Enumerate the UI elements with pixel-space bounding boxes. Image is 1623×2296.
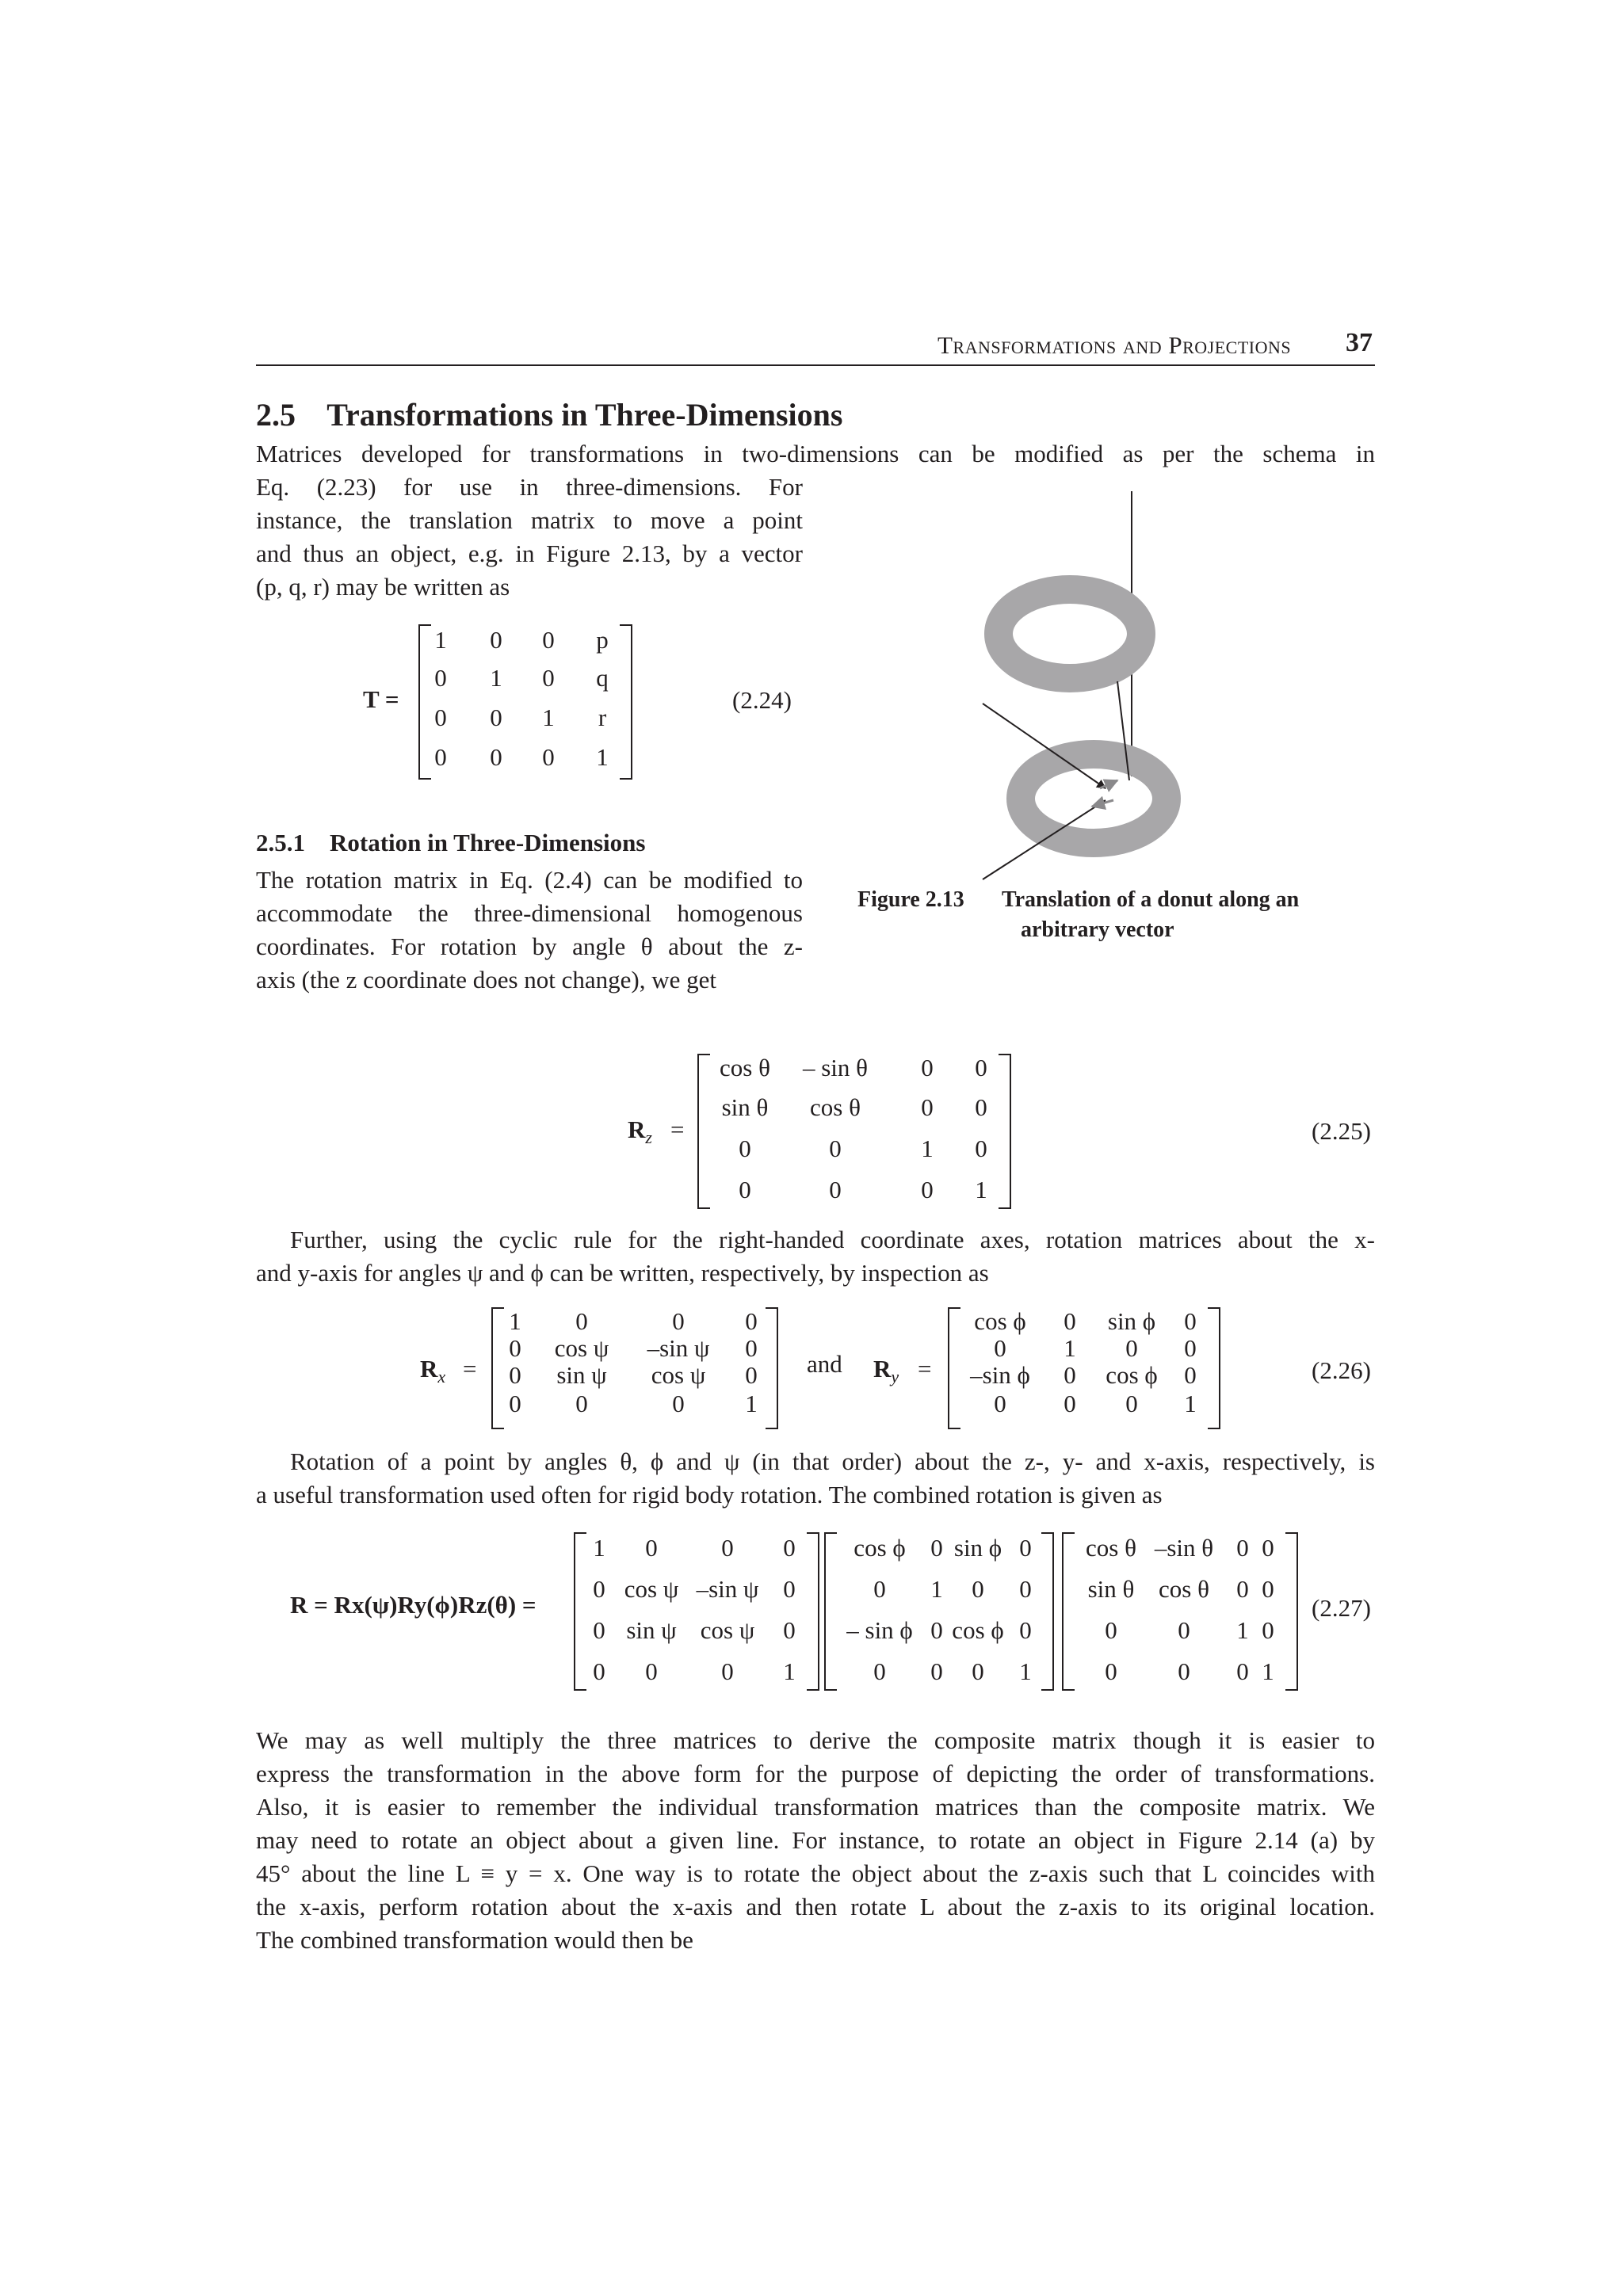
intro-line-5: (p, q, r) may be written as (256, 573, 510, 601)
eq227-m1-cell-r4c1: 0 (593, 1657, 605, 1685)
eq227-m3-cell-r1c4: 0 (1262, 1534, 1274, 1562)
eq225-cell-r1c1: cos θ (720, 1054, 770, 1081)
eq227-m2-cell-r2c1: 0 (873, 1575, 886, 1603)
eq225-cell-r2c1: sin θ (721, 1093, 769, 1121)
eq226-ry-cell-r2c1: 0 (994, 1334, 1006, 1362)
eq225-cell-r1c4: 0 (975, 1054, 987, 1081)
eq225-cell-r3c1: 0 (739, 1135, 751, 1162)
eq226-ry-cell-r1c3: sin ϕ (1107, 1307, 1156, 1335)
eq224-cell-r3c1: 0 (434, 704, 447, 731)
eq226-ry-cell-r3c3: cos ϕ (1106, 1361, 1158, 1389)
eq227-m1-cell-r3c1: 0 (593, 1616, 605, 1644)
eq227-m2-cell-r3c2: 0 (930, 1616, 943, 1644)
eq226-rx-label: $R_x$ (420, 1355, 446, 1387)
eq224-cell-r2c1: 0 (434, 664, 447, 692)
eq226-rx-equals: = (463, 1355, 477, 1383)
eq227-m2-cell-r3c1: – sin ϕ (846, 1616, 913, 1644)
eq225-cell-r3c2: 0 (829, 1135, 842, 1162)
eq227-m2-cell-r3c3: cos ϕ (952, 1616, 1004, 1644)
eq227-m3-cell-r3c4: 0 (1262, 1616, 1274, 1644)
rotation-line-2: accommodate the three-dimensional homogenous (256, 899, 803, 927)
eq224-cell-r2c4: q (596, 664, 609, 692)
eq225-number: (2.25) (1312, 1117, 1371, 1145)
eq225-cell-r2c2: cos θ (810, 1093, 861, 1121)
closing-line-3: Also, it is easier to remember the individual transformation matrices than the composite matrix. We (256, 1793, 1375, 1821)
eq227-m3-cell-r3c3: 1 (1236, 1616, 1249, 1644)
eq227-m3-cell-r3c1: 0 (1105, 1616, 1117, 1644)
eq224-label: T = (363, 685, 399, 713)
eq226-rx-cell-r4c2: 0 (575, 1390, 588, 1417)
eq227-m3-cell-r4c3: 0 (1236, 1657, 1249, 1685)
eq225-cell-r4c2: 0 (829, 1176, 842, 1203)
running-header: Transformations and Projections (938, 331, 1292, 359)
eq226-ry-cell-r2c2: 1 (1064, 1334, 1076, 1362)
eq227-m2-cell-r3c4: 0 (1019, 1616, 1032, 1644)
eq225-cell-r1c2: – sin θ (802, 1054, 869, 1081)
eq226-rx-cell-r1c4: 0 (745, 1307, 758, 1335)
eq227-m2-cell-r1c3: sin ϕ (953, 1534, 1002, 1562)
closing-line-2: express the transformation in the above form for the purpose of depicting the order of transformations. (256, 1760, 1375, 1787)
eq226-rx-cell-r2c1: 0 (509, 1334, 521, 1362)
eq227-m2-cell-r2c4: 0 (1019, 1575, 1032, 1603)
intro-line-2: Eq. (2.23) for use in three-dimensions. For (256, 473, 803, 501)
eq227-m3-cell-r2c4: 0 (1262, 1575, 1274, 1603)
eq227-m3-cell-r1c1: cos θ (1086, 1534, 1136, 1562)
eq226-rx-right-bracket (766, 1307, 778, 1429)
eq226-ry-cell-r3c1: –sin ϕ (970, 1361, 1030, 1389)
eq224-cell-r4c1: 0 (434, 743, 447, 771)
eq227-m3-cell-r4c1: 0 (1105, 1657, 1117, 1685)
cyclic-line-1: Further, using the cyclic rule for the right-handed coordinate axes, rotation matrices about the x- (290, 1226, 1375, 1253)
page-number: 37 (1346, 328, 1373, 357)
eq225-cell-r1c3: 0 (921, 1054, 934, 1081)
eq227-m1-cell-r1c2: 0 (645, 1534, 658, 1562)
eq227-m3-cell-r3c2: 0 (1178, 1616, 1190, 1644)
eq227-m1-cell-r4c3: 0 (721, 1657, 734, 1685)
eq226-rx-cell-r4c3: 0 (672, 1390, 685, 1417)
eq224-cell-r3c2: 0 (490, 704, 502, 731)
order-line-1: Rotation of a point by angles θ, ϕ and ψ (in that order) about the z-, y- and x-axis, respectively, is (290, 1447, 1375, 1475)
eq227-m3-cell-r2c1: sin θ (1087, 1575, 1135, 1603)
donut-bottom (1021, 754, 1167, 843)
eq227-m3-cell-r1c2: –sin θ (1154, 1534, 1214, 1562)
eq227-m1-cell-r4c2: 0 (645, 1657, 658, 1685)
section-heading: 2.5 Transformations in Three-Dimensions (256, 397, 843, 433)
eq227-m1-cell-r2c4: 0 (783, 1575, 796, 1603)
header-rule (256, 364, 1375, 366)
eq227-m3-cell-r2c2: cos θ (1159, 1575, 1209, 1603)
eq224-cell-r1c4: p (596, 626, 609, 654)
eq225-right-bracket (999, 1054, 1011, 1209)
eq224-left-bracket (418, 624, 431, 780)
eq227-m3-right-bracket (1285, 1532, 1298, 1691)
eq225-cell-r2c3: 0 (921, 1093, 934, 1121)
eq226-rx-cell-r1c1: 1 (509, 1307, 521, 1335)
eq227-m1-cell-r1c1: 1 (593, 1534, 605, 1562)
eq224-cell-r3c4: r (598, 704, 607, 731)
closing-line-1: We may as well multiply the three matrices to derive the composite matrix though it is easier to (256, 1726, 1375, 1754)
closing-line-7: The combined transformation would then be (256, 1926, 693, 1954)
eq226-ry-cell-r3c2: 0 (1064, 1361, 1076, 1389)
eq226-rx-cell-r4c4: 1 (745, 1390, 758, 1417)
rotation-line-4: axis (the z coordinate does not change), we get (256, 966, 717, 994)
eq227-m1-left-bracket (574, 1532, 586, 1691)
eq226-rx-left-bracket (491, 1307, 504, 1429)
closing-line-5: 45° about the line L ≡ y = x. One way is to rotate the object about the z-axis such that L coincides with (256, 1859, 1375, 1887)
closing-line-4: may need to rotate an object about a given line. For instance, to rotate an object in Figure 2.14 (a) by (256, 1826, 1375, 1854)
eq226-rx-cell-r2c2: cos ψ (554, 1334, 609, 1362)
eq227-m2-cell-r2c2: 1 (930, 1575, 943, 1603)
eq226-ry-cell-r2c4: 0 (1184, 1334, 1197, 1362)
eq226-ry-cell-r1c4: 0 (1184, 1307, 1197, 1335)
eq227-m1-cell-r2c3: –sin ψ (696, 1575, 759, 1603)
eq226-ry-cell-r4c1: 0 (994, 1390, 1006, 1417)
eq227-m1-cell-r2c2: cos ψ (624, 1575, 679, 1603)
eq227-m2-cell-r4c4: 1 (1019, 1657, 1032, 1685)
eq226-and: and (807, 1350, 842, 1378)
rotation-line-3: coordinates. For rotation by angle θ about the z- (256, 933, 803, 960)
eq225-equals: = (670, 1116, 685, 1143)
eq227-m2-cell-r1c1: cos ϕ (854, 1534, 906, 1562)
eq227-m3-cell-r2c3: 0 (1236, 1575, 1249, 1603)
eq224-cell-r1c1: 1 (434, 626, 447, 654)
eq225-cell-r3c3: 1 (921, 1135, 934, 1162)
eq226-rx-cell-r1c2: 0 (575, 1307, 588, 1335)
eq224-right-bracket (620, 624, 632, 780)
order-line-2: a useful transformation used often for rigid body rotation. The combined rotation is given as (256, 1481, 1163, 1508)
rotation-line-1: The rotation matrix in Eq. (2.4) can be modified to (256, 866, 803, 894)
subsection-heading: 2.5.1 Rotation in Three-Dimensions (256, 829, 646, 856)
eq226-ry-cell-r4c2: 0 (1064, 1390, 1076, 1417)
eq227-m2-cell-r2c3: 0 (972, 1575, 984, 1603)
eq227-m2-cell-r4c3: 0 (972, 1657, 984, 1685)
eq225-cell-r4c3: 0 (921, 1176, 934, 1203)
eq224-number: (2.24) (732, 686, 792, 714)
eq226-rx-cell-r3c3: cos ψ (651, 1361, 706, 1389)
figure-2-13-caption-2: arbitrary vector (1021, 917, 1174, 942)
eq227-m1-cell-r1c4: 0 (783, 1534, 796, 1562)
eq226-ry-label: $R_y$ (873, 1355, 899, 1387)
eq225-cell-r3c4: 0 (975, 1135, 987, 1162)
eq227-m2-left-bracket (824, 1532, 837, 1691)
eq227-m3-cell-r4c2: 0 (1178, 1657, 1190, 1685)
eq227-m3-left-bracket (1062, 1532, 1075, 1691)
eq227-m1-cell-r4c4: 1 (783, 1657, 796, 1685)
cyclic-line-2: and y-axis for angles ψ and ϕ can be written, respectively, by inspection as (256, 1259, 989, 1287)
eq225-cell-r4c4: 1 (975, 1176, 987, 1203)
eq226-ry-cell-r1c1: cos ϕ (974, 1307, 1026, 1335)
eq226-ry-left-bracket (948, 1307, 960, 1429)
eq227-m1-cell-r3c2: sin ψ (626, 1616, 677, 1644)
eq227-label: R = Rx(ψ)Ry(ϕ)Rz(θ) = (290, 1591, 537, 1619)
eq226-rx-cell-r3c4: 0 (745, 1361, 758, 1389)
eq227-m1-cell-r3c3: cos ψ (700, 1616, 755, 1644)
eq224-cell-r2c2: 1 (490, 664, 502, 692)
eq226-ry-cell-r4c4: 1 (1184, 1390, 1197, 1417)
figure-2-13-donuts (967, 475, 1236, 919)
figure-2-13-number: Figure 2.13 (857, 887, 964, 912)
eq226-number: (2.26) (1312, 1356, 1371, 1384)
eq227-number: (2.27) (1312, 1594, 1371, 1622)
eq227-m2-right-bracket (1041, 1532, 1054, 1691)
eq226-rx-cell-r2c3: –sin ψ (647, 1334, 710, 1362)
donut-top (999, 589, 1141, 678)
eq224-cell-r2c3: 0 (542, 664, 555, 692)
eq227-m3-cell-r1c3: 0 (1236, 1534, 1249, 1562)
eq227-m2-cell-r4c2: 0 (930, 1657, 943, 1685)
eq224-cell-r4c4: 1 (596, 743, 609, 771)
translation-arrow-gray (1100, 780, 1117, 788)
eq225-left-bracket (697, 1054, 710, 1209)
intro-line-4: and thus an object, e.g. in Figure 2.13, by a vector (256, 540, 803, 567)
eq226-rx-cell-r4c1: 0 (509, 1390, 521, 1417)
eq224-cell-r1c2: 0 (490, 626, 502, 654)
eq227-m2-cell-r1c2: 0 (930, 1534, 943, 1562)
intro-line-3: instance, the translation matrix to move a point (256, 506, 803, 534)
intro-line-1: Matrices developed for transformations in two-dimensions can be modified as per the schema in (256, 440, 1375, 467)
eq227-m3-cell-r4c4: 1 (1262, 1657, 1274, 1685)
eq225-cell-r2c4: 0 (975, 1093, 987, 1121)
eq227-m1-cell-r1c3: 0 (721, 1534, 734, 1562)
eq226-rx-cell-r1c3: 0 (672, 1307, 685, 1335)
eq224-cell-r4c3: 0 (542, 743, 555, 771)
eq226-rx-cell-r3c1: 0 (509, 1361, 521, 1389)
eq227-m1-cell-r3c4: 0 (783, 1616, 796, 1644)
eq225-cell-r4c1: 0 (739, 1176, 751, 1203)
closing-line-6: the x-axis, perform rotation about the x-axis and then rotate L about the z-axis to its original location. (256, 1893, 1375, 1920)
eq225-label: $R_z$ (628, 1116, 652, 1148)
eq226-ry-cell-r2c3: 0 (1125, 1334, 1138, 1362)
eq227-m1-cell-r2c1: 0 (593, 1575, 605, 1603)
eq226-ry-cell-r4c3: 0 (1125, 1390, 1138, 1417)
eq227-m2-cell-r1c4: 0 (1019, 1534, 1032, 1562)
eq226-rx-cell-r3c2: sin ψ (556, 1361, 607, 1389)
eq226-ry-right-bracket (1208, 1307, 1220, 1429)
eq226-ry-cell-r3c4: 0 (1184, 1361, 1197, 1389)
figure-2-13-caption-1: Translation of a donut along an (1002, 887, 1300, 912)
eq227-m1-right-bracket (807, 1532, 819, 1691)
eq226-rx-cell-r2c4: 0 (745, 1334, 758, 1362)
eq227-m2-cell-r4c1: 0 (873, 1657, 886, 1685)
eq224-cell-r3c3: 1 (542, 704, 555, 731)
eq226-ry-equals: = (918, 1355, 932, 1383)
eq226-ry-cell-r1c2: 0 (1064, 1307, 1076, 1335)
eq224-cell-r4c2: 0 (490, 743, 502, 771)
eq224-cell-r1c3: 0 (542, 626, 555, 654)
